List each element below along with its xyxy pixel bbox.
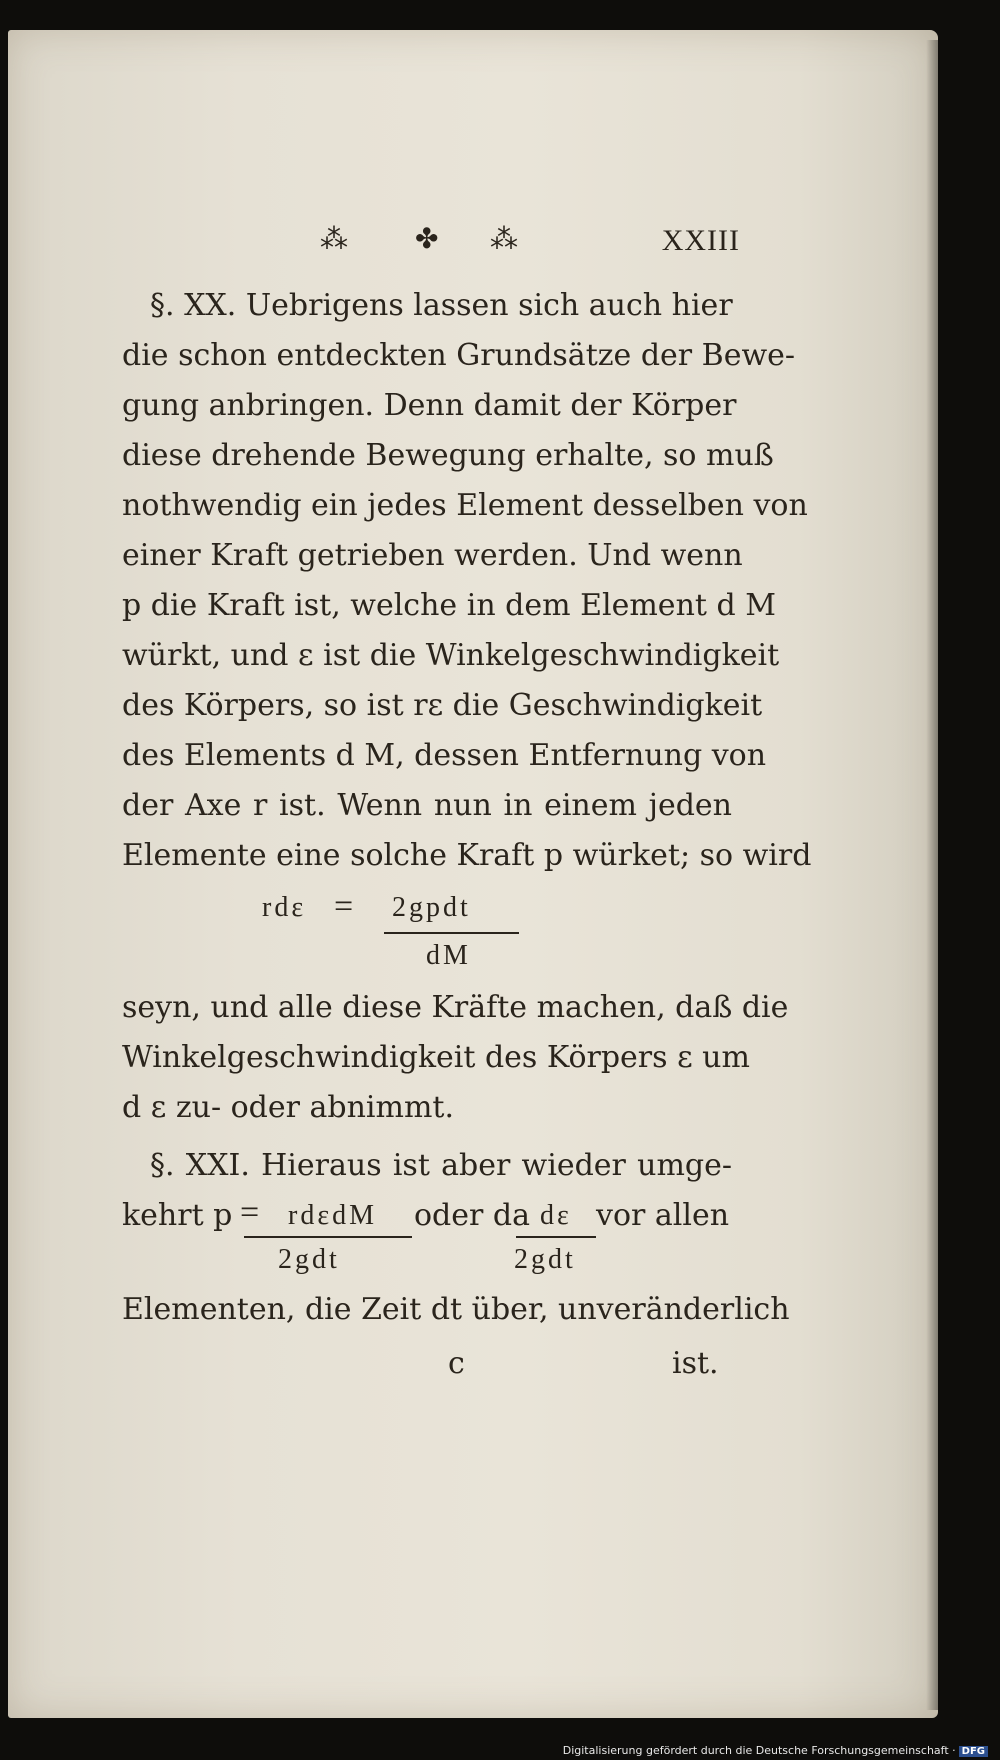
formula-numerator: rdεdM bbox=[288, 1200, 377, 1231]
footer-bar bbox=[0, 1738, 1000, 1760]
text-line: die schon entdeckten Grundsätze der Bewe- bbox=[122, 338, 796, 373]
ornament-right-icon: ⁂ bbox=[490, 222, 518, 255]
ornament-center-icon: ✤ bbox=[415, 222, 439, 255]
text-line: §. XXI. Hieraus ist aber wieder umge- bbox=[150, 1148, 732, 1183]
text-line-suffix: vor allen bbox=[596, 1198, 730, 1233]
text-line: einer Kraft getrieben werden. Und wenn bbox=[122, 538, 743, 573]
formula-denominator: 2gdt bbox=[278, 1244, 340, 1275]
text-line: gung anbringen. Denn damit der Körper bbox=[122, 388, 737, 423]
text-line: nothwendig ein jedes Element desselben von bbox=[122, 488, 808, 523]
formula-numerator: 2gpdt bbox=[392, 892, 471, 923]
text-line: des Körpers, so ist rε die Geschwindigkeit bbox=[122, 688, 763, 723]
formula-lhs: rdε bbox=[262, 892, 307, 923]
fraction-bar bbox=[516, 1236, 596, 1238]
book-page bbox=[8, 30, 938, 1718]
fraction-bar bbox=[244, 1236, 412, 1238]
formula-numerator: dε bbox=[540, 1200, 572, 1231]
credit-text: Digitalisierung gefördert durch die Deutsche Forschungsgemeinschaft · bbox=[562, 1744, 956, 1757]
text-line: p die Kraft ist, welche in dem Element d M bbox=[122, 588, 776, 623]
signature-mark: c bbox=[448, 1346, 465, 1381]
running-header bbox=[320, 218, 740, 268]
text-line-mid: oder da bbox=[414, 1198, 530, 1233]
page-edge-shadow bbox=[926, 40, 938, 1710]
formula-denominator: dM bbox=[426, 940, 471, 971]
ornament-left-icon: ⁂ bbox=[320, 222, 348, 255]
dfg-logo-icon: DFG bbox=[959, 1746, 988, 1757]
text-line: d ε zu- oder abnimmt. bbox=[122, 1090, 455, 1125]
text-line-prefix: kehrt p bbox=[122, 1198, 233, 1233]
fraction-bar bbox=[384, 932, 519, 934]
text-line: würkt, und ε ist die Winkelgeschwindigkeit bbox=[122, 638, 780, 673]
text-line: Elementen, die Zeit dt über, unveränderlich bbox=[122, 1292, 790, 1327]
text-line: Winkelgeschwindigkeit des Körpers ε um bbox=[122, 1040, 750, 1075]
digitization-credit bbox=[563, 1744, 988, 1757]
text-line: Elemente eine solche Kraft p würket; so wird bbox=[122, 838, 812, 873]
formula-denominator: 2gdt bbox=[514, 1244, 576, 1275]
text-line: der Axe r ist. Wenn nun in einem jeden bbox=[122, 788, 732, 823]
text-line: des Elements d M, dessen Entfernung von bbox=[122, 738, 767, 773]
catchword: ist. bbox=[672, 1346, 719, 1381]
page-number: XXIII bbox=[661, 224, 740, 257]
text-line: diese drehende Bewegung erhalte, so muß bbox=[122, 438, 774, 473]
formula-equals: = bbox=[240, 1194, 263, 1231]
text-line: §. XX. Uebrigens lassen sich auch hier bbox=[150, 288, 733, 323]
text-line: seyn, und alle diese Kräfte machen, daß die bbox=[122, 990, 789, 1025]
formula-equals: = bbox=[334, 888, 357, 925]
